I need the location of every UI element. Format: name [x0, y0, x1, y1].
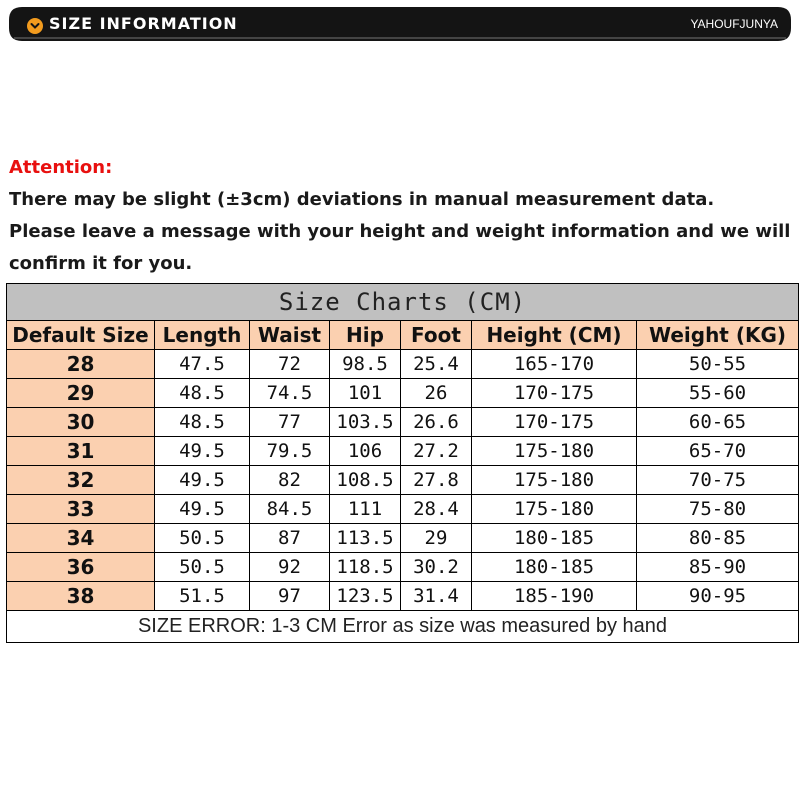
table-cell: 108.5: [330, 466, 401, 495]
table-cell: 97: [250, 582, 330, 611]
table-cell: 87: [250, 524, 330, 553]
size-cell: 28: [7, 350, 155, 379]
table-cell: 75-80: [637, 495, 799, 524]
table-cell: 98.5: [330, 350, 401, 379]
table-cell: 175-180: [472, 495, 637, 524]
table-cell: 118.5: [330, 553, 401, 582]
column-header: Foot: [401, 321, 472, 350]
table-cell: 27.2: [401, 437, 472, 466]
table-cell: 48.5: [155, 408, 250, 437]
column-header: Length: [155, 321, 250, 350]
table-row: [7, 582, 799, 611]
chevron-down-icon: [27, 18, 43, 34]
size-cell: 38: [7, 582, 155, 611]
notice-line-3: confirm it for you.: [9, 253, 193, 274]
table-cell: 29: [401, 524, 472, 553]
table-row: [7, 350, 799, 379]
table-row: [7, 466, 799, 495]
table-cell: 111: [330, 495, 401, 524]
size-error-note: SIZE ERROR: 1-3 CM Error as size was measured by hand: [7, 611, 799, 643]
table-row: [7, 495, 799, 524]
table-cell: 50.5: [155, 553, 250, 582]
table-cell: 101: [330, 379, 401, 408]
table-cell: 74.5: [250, 379, 330, 408]
notice-line-1: There may be slight (±3cm) deviations in manual measurement data.: [9, 189, 715, 210]
table-cell: 25.4: [401, 350, 472, 379]
table-cell: 26: [401, 379, 472, 408]
attention-label: Attention:: [9, 157, 113, 178]
table-row: [7, 524, 799, 553]
table-cell: 28.4: [401, 495, 472, 524]
table-cell: 170-175: [472, 379, 637, 408]
size-chart-table: [6, 283, 799, 643]
table-cell: 180-185: [472, 553, 637, 582]
column-header: Waist: [250, 321, 330, 350]
table-cell: 106: [330, 437, 401, 466]
table-cell: 51.5: [155, 582, 250, 611]
table-cell: 49.5: [155, 466, 250, 495]
table-row: [7, 553, 799, 582]
notice-block: [9, 152, 794, 280]
table-cell: 47.5: [155, 350, 250, 379]
table-cell: 60-65: [637, 408, 799, 437]
table-cell: 27.8: [401, 466, 472, 495]
table-title: Size Charts (CM): [7, 284, 799, 321]
table-cell: 79.5: [250, 437, 330, 466]
table-cell: 113.5: [330, 524, 401, 553]
column-header: Hip: [330, 321, 401, 350]
column-header: Default Size: [7, 321, 155, 350]
size-cell: 34: [7, 524, 155, 553]
table-cell: 175-180: [472, 466, 637, 495]
table-row: [7, 408, 799, 437]
table-cell: 80-85: [637, 524, 799, 553]
table-cell: 49.5: [155, 437, 250, 466]
size-cell: 32: [7, 466, 155, 495]
table-cell: 84.5: [250, 495, 330, 524]
header-banner: [8, 6, 792, 42]
size-cell: 31: [7, 437, 155, 466]
banner-title: SIZE INFORMATION: [49, 14, 238, 33]
table-row: [7, 379, 799, 408]
size-cell: 29: [7, 379, 155, 408]
table-cell: 70-75: [637, 466, 799, 495]
table-header-row: [7, 321, 799, 350]
table-cell: 170-175: [472, 408, 637, 437]
table-cell: 180-185: [472, 524, 637, 553]
size-cell: 36: [7, 553, 155, 582]
size-cell: 30: [7, 408, 155, 437]
table-cell: 65-70: [637, 437, 799, 466]
table-cell: 55-60: [637, 379, 799, 408]
table-cell: 50.5: [155, 524, 250, 553]
table-cell: 72: [250, 350, 330, 379]
table-cell: 48.5: [155, 379, 250, 408]
table-cell: 77: [250, 408, 330, 437]
table-cell: 165-170: [472, 350, 637, 379]
table-cell: 26.6: [401, 408, 472, 437]
table-cell: 30.2: [401, 553, 472, 582]
notice-line-2: Please leave a message with your height and weight information and we will: [9, 221, 791, 242]
table-cell: 85-90: [637, 553, 799, 582]
size-cell: 33: [7, 495, 155, 524]
table-cell: 50-55: [637, 350, 799, 379]
table-cell: 82: [250, 466, 330, 495]
column-header: Weight (KG): [637, 321, 799, 350]
brand-name: YAHOUFJUNYA: [690, 17, 778, 31]
table-cell: 103.5: [330, 408, 401, 437]
table-cell: 92: [250, 553, 330, 582]
table-cell: 31.4: [401, 582, 472, 611]
table-cell: 123.5: [330, 582, 401, 611]
column-header: Height (CM): [472, 321, 637, 350]
table-cell: 175-180: [472, 437, 637, 466]
table-cell: 185-190: [472, 582, 637, 611]
table-cell: 49.5: [155, 495, 250, 524]
table-cell: 90-95: [637, 582, 799, 611]
table-row: [7, 437, 799, 466]
